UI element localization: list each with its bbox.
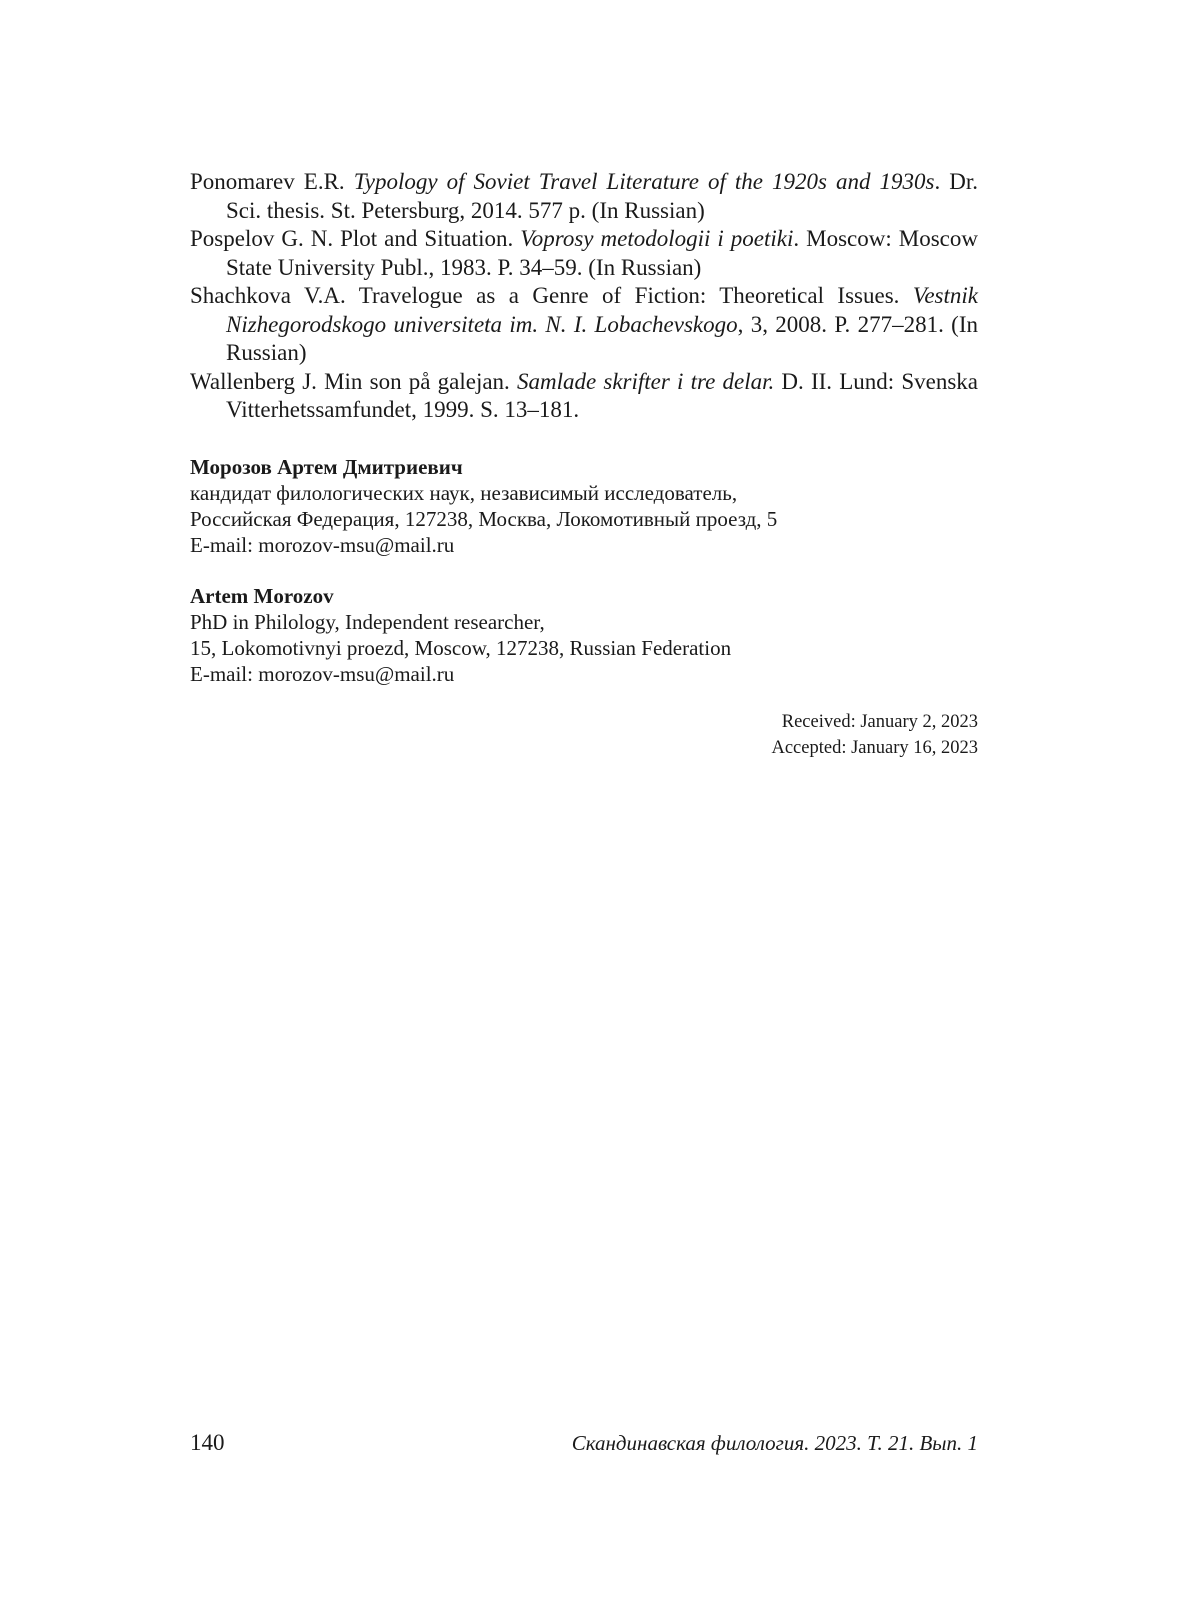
author-address: Российская Федерация, 127238, Москва, Локомотивный проезд, 5 <box>190 507 778 531</box>
author-address: 15, Lokomotivnyi proezd, Moscow, 127238, Russian Federation <box>190 636 732 660</box>
journal-footer: Скандинавская филология. 2023. Т. 21. Вып. 1 <box>571 1431 978 1455</box>
author-info-english <box>190 583 990 687</box>
accepted-date: Accepted: January 16, 2023 <box>771 738 978 758</box>
author-name: Artem Morozov <box>190 584 334 608</box>
reference-list <box>190 168 978 425</box>
author-email: E-mail: morozov-msu@mail.ru <box>190 662 455 686</box>
author-email: E-mail: morozov-msu@mail.ru <box>190 533 455 557</box>
reference-item: Pospelov G. N. Plot and Situation. Voprosy metodologii i poetiki. Moscow: Moscow State University Publ., 1983. P. 34–59. (In Russian) <box>190 226 978 280</box>
received-date: Received: January 2, 2023 <box>781 712 978 732</box>
reference-item: Wallenberg J. Min son på galejan. Samlade skrifter i tre delar. D. II. Lund: Svenska Vitterhetssamfundet, 1999. S. 13–181. <box>190 368 979 422</box>
reference-item: Shachkova V.A. Travelogue as a Genre of Fiction: Theoretical Issues. Vestnik Nizhegorodskogo universiteta im. N. I. Lobachevskogo, 3, 2008. P. 277–281. (In Russian) <box>190 283 978 365</box>
submission-dates <box>771 709 978 761</box>
author-info-russian <box>190 454 990 558</box>
author-position: кандидат филологических наук, независимый исследователь, <box>190 481 738 505</box>
reference-item: Ponomarev E.R. Typology of Soviet Travel Literature of the 1920s and 1930s. Dr. Sci. thesis. St. Petersburg, 2014. 577 p. (In Russian) <box>190 169 979 223</box>
author-name: Морозов Артем Дмитриевич <box>190 455 463 479</box>
author-position: PhD in Philology, Independent researcher, <box>190 610 545 634</box>
page-number: 140 <box>190 1430 225 1455</box>
